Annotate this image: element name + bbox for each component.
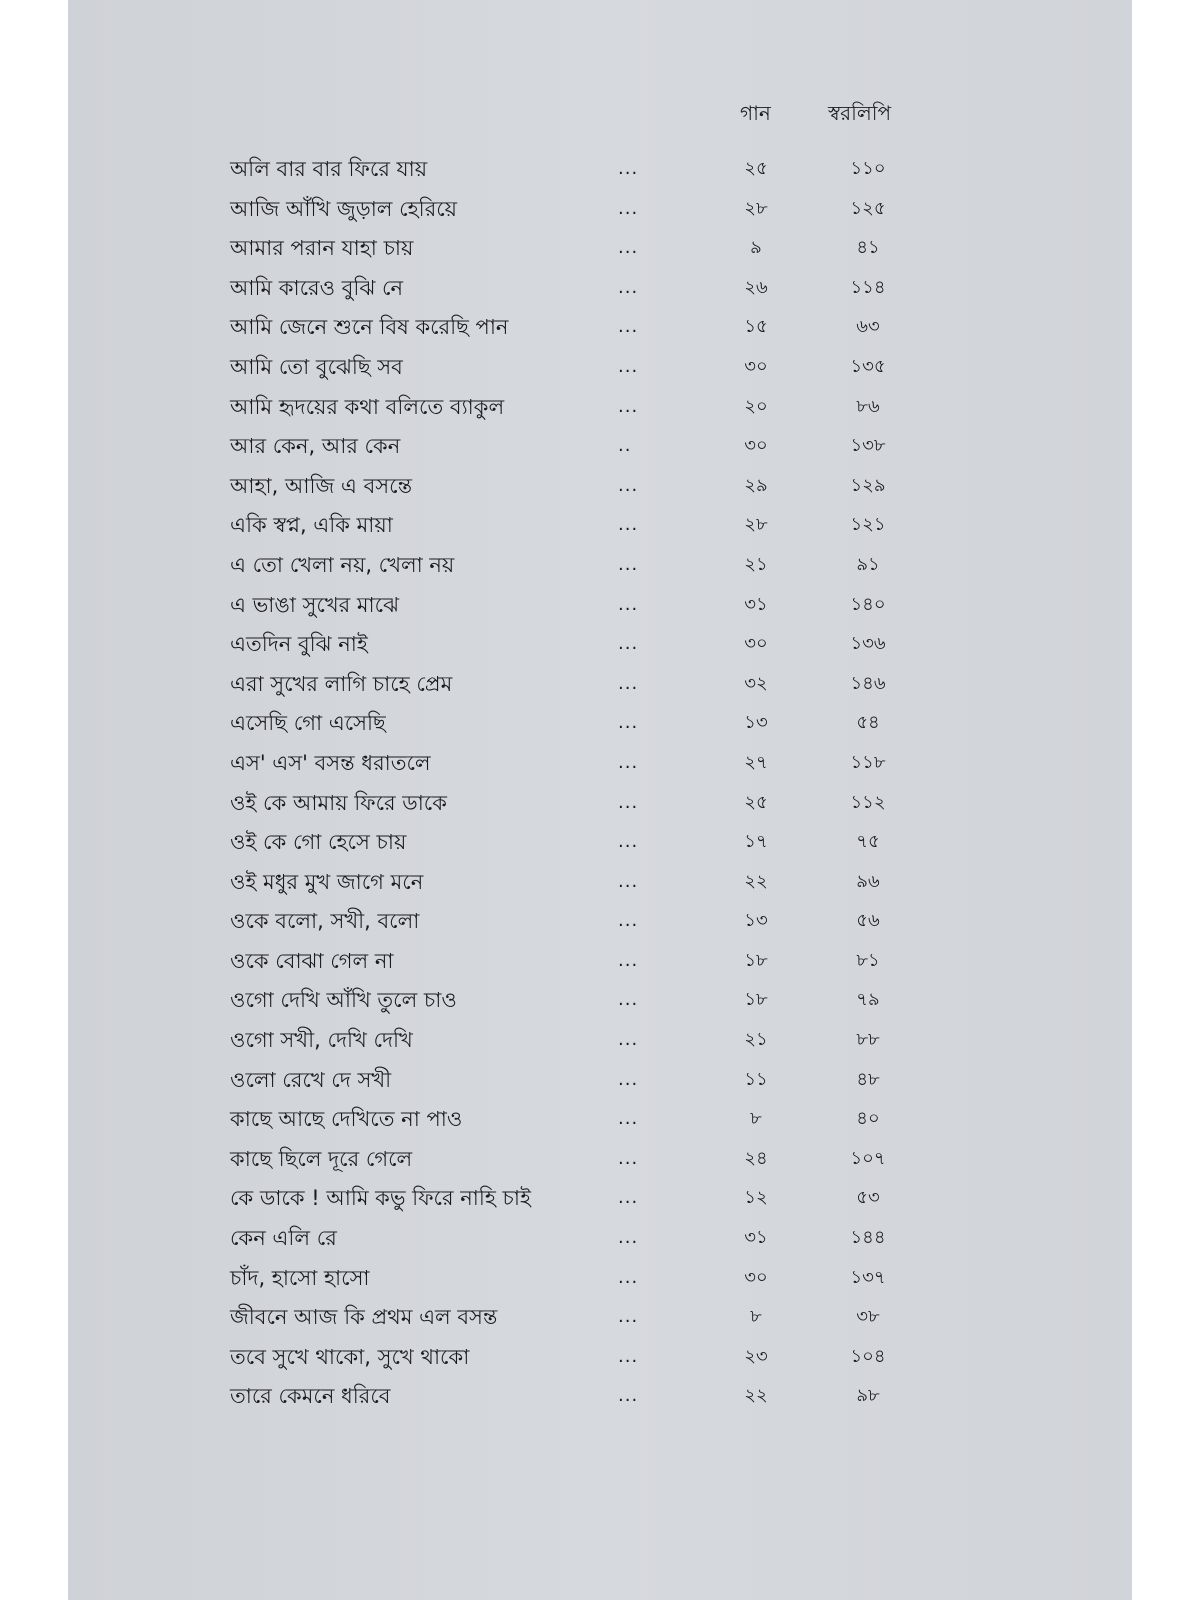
song-title: কে ডাকে ! আমি কভু ফিরে নাহি চাই bbox=[230, 1186, 531, 1211]
song-title: ওই মধুর মুখ জাগে মনে bbox=[230, 869, 424, 894]
leader-dots: ... bbox=[618, 1266, 639, 1288]
song-page-number: ২৯ bbox=[744, 474, 768, 496]
song-page-number: ২৫ bbox=[744, 158, 768, 179]
index-row bbox=[68, 1219, 1132, 1259]
song-page-number: ১৮ bbox=[744, 989, 768, 1011]
index-row bbox=[68, 665, 1132, 705]
song-page-number: ২৭ bbox=[744, 751, 768, 773]
leader-dots: ... bbox=[618, 712, 639, 734]
song-title: এ ভাঙা সুখের মাঝে bbox=[230, 592, 399, 617]
index-row bbox=[68, 863, 1132, 903]
song-title: এস' এস' বসন্ত ধরাতলে bbox=[230, 750, 431, 775]
song-title: ওলো রেখে দে সখী bbox=[230, 1067, 392, 1092]
song-title: এরা সুখের লাগি চাহে প্রেম bbox=[230, 671, 453, 696]
leader-dots: ... bbox=[618, 1345, 639, 1367]
song-title: এতদিন বুঝি নাই bbox=[230, 632, 368, 657]
song-title: আমার পরান যাহা চায় bbox=[230, 236, 414, 261]
song-title: এ তো খেলা নয়, খেলা নয় bbox=[230, 552, 455, 577]
song-title: অলি বার বার ফিরে যায় bbox=[230, 157, 428, 181]
notation-page-number: ১৪০ bbox=[850, 593, 886, 615]
notation-page-number: ৪১ bbox=[856, 237, 880, 259]
index-row bbox=[68, 308, 1132, 348]
index-row bbox=[68, 269, 1132, 309]
notation-page-number: ৮৬ bbox=[856, 395, 880, 417]
song-title: আজি আঁখি জুড়াল হেরিয়ে bbox=[230, 196, 458, 221]
leader-dots: ... bbox=[618, 633, 639, 655]
notation-page-number: ৯৬ bbox=[856, 870, 880, 892]
song-page-number: ২৮ bbox=[744, 197, 768, 219]
song-title: ওগো সখী, দেখি দেখি bbox=[230, 1028, 413, 1053]
notation-page-number: ৯৮ bbox=[856, 1385, 880, 1407]
song-page-number: ১৫ bbox=[744, 316, 768, 338]
leader-dots: ... bbox=[618, 593, 639, 615]
notation-page-number: ১২৯ bbox=[850, 474, 886, 496]
song-page-number: ১৩ bbox=[744, 712, 768, 734]
song-page-number: ৮ bbox=[750, 1306, 762, 1328]
column-headers bbox=[68, 98, 1132, 128]
index-row bbox=[68, 388, 1132, 428]
song-title: আর কেন, আর কেন bbox=[230, 434, 401, 459]
song-page-number: ২২ bbox=[744, 870, 768, 892]
index-row bbox=[68, 467, 1132, 507]
notation-page-number: ৯১ bbox=[856, 553, 880, 575]
leader-dots: ... bbox=[618, 316, 639, 338]
notation-page-number: ১১৮ bbox=[850, 751, 886, 773]
index-row bbox=[68, 546, 1132, 586]
song-title: ওকে বলো, সখী, বলো bbox=[230, 909, 420, 934]
song-page-number: ২৩ bbox=[744, 1345, 768, 1367]
song-page-number: ১১ bbox=[744, 1068, 768, 1090]
leader-dots: ... bbox=[618, 197, 639, 219]
song-page-number: ৩২ bbox=[744, 672, 768, 694]
song-title: কেন এলি রে bbox=[230, 1226, 337, 1251]
notation-page-number: ৫৪ bbox=[856, 712, 880, 734]
index-list bbox=[68, 150, 1132, 1417]
song-page-number: ২২ bbox=[744, 1385, 768, 1407]
song-title: আমি হৃদয়ের কথা বলিতে ব্যাকুল bbox=[230, 394, 505, 419]
leader-dots: ... bbox=[618, 870, 639, 892]
song-title: এসেছি গো এসেছি bbox=[230, 711, 386, 736]
notation-page-number: ১৩৫ bbox=[850, 355, 886, 377]
leader-dots: ... bbox=[618, 1227, 639, 1249]
song-page-number: ২১ bbox=[744, 553, 768, 575]
song-page-number: ১৮ bbox=[744, 949, 768, 971]
index-row bbox=[68, 902, 1132, 942]
leader-dots: ... bbox=[618, 1187, 639, 1209]
song-title: ওই কে আমায় ফিরে ডাকে bbox=[230, 790, 447, 815]
song-page-number: ৩০ bbox=[744, 435, 768, 457]
song-page-number: ৩১ bbox=[744, 593, 768, 615]
index-row bbox=[68, 981, 1132, 1021]
leader-dots: ... bbox=[618, 553, 639, 575]
index-row bbox=[68, 942, 1132, 982]
song-page-number: ২১ bbox=[744, 1029, 768, 1051]
leader-dots: ... bbox=[618, 237, 639, 259]
notation-page-number: ১১২ bbox=[850, 791, 886, 813]
index-row bbox=[68, 1140, 1132, 1180]
leader-dots: .. bbox=[618, 435, 632, 457]
notation-page-number: ১৩৭ bbox=[850, 1266, 886, 1288]
index-row bbox=[68, 1259, 1132, 1299]
index-row bbox=[68, 190, 1132, 230]
song-page-number: ১২ bbox=[744, 1187, 768, 1209]
song-page-number: ২০ bbox=[744, 395, 768, 417]
leader-dots: ... bbox=[618, 989, 639, 1011]
song-title: ওকে বোঝা গেল না bbox=[230, 948, 394, 973]
index-row bbox=[68, 506, 1132, 546]
header-song: গান bbox=[740, 101, 771, 125]
leader-dots: ... bbox=[618, 1385, 639, 1407]
leader-dots: ... bbox=[618, 474, 639, 496]
leader-dots: ... bbox=[618, 831, 639, 853]
song-title: আমি কারেও বুঝি নে bbox=[230, 275, 404, 300]
notation-page-number: ৩৮ bbox=[856, 1306, 880, 1328]
leader-dots: ... bbox=[618, 1306, 639, 1328]
leader-dots: ... bbox=[618, 355, 639, 377]
leader-dots: ... bbox=[618, 672, 639, 694]
song-page-number: ২৮ bbox=[744, 514, 768, 536]
index-row bbox=[68, 348, 1132, 388]
notation-page-number: ১৪৪ bbox=[850, 1227, 886, 1249]
notation-page-number: ৪০ bbox=[856, 1108, 880, 1130]
song-page-number: ৮ bbox=[750, 1108, 762, 1130]
index-row bbox=[68, 150, 1132, 190]
notation-page-number: ১১০ bbox=[850, 158, 886, 179]
leader-dots: ... bbox=[618, 158, 639, 179]
leader-dots: ... bbox=[618, 1147, 639, 1169]
index-row bbox=[68, 1377, 1132, 1417]
notation-page-number: ১২৫ bbox=[850, 197, 886, 219]
book-page bbox=[68, 0, 1132, 1600]
song-title: তারে কেমনে ধরিবে bbox=[230, 1384, 391, 1409]
leader-dots: ... bbox=[618, 514, 639, 536]
song-title: আমি জেনে শুনে বিষ করেছি পান bbox=[230, 315, 509, 340]
leader-dots: ... bbox=[618, 1108, 639, 1130]
song-title: একি স্বপ্ন, একি মায়া bbox=[230, 513, 393, 538]
notation-page-number: ৮৮ bbox=[856, 1029, 880, 1051]
notation-page-number: ৮১ bbox=[856, 949, 880, 971]
index-row bbox=[68, 1061, 1132, 1101]
song-title: চাঁদ, হাসো হাসো bbox=[230, 1265, 370, 1290]
song-page-number: ১৭ bbox=[744, 831, 768, 853]
notation-page-number: ৭৯ bbox=[856, 989, 880, 1011]
notation-page-number: ৫৩ bbox=[856, 1187, 880, 1209]
index-row bbox=[68, 586, 1132, 626]
song-title: আহা, আজি এ বসন্তে bbox=[230, 473, 413, 498]
song-title: কাছে ছিলে দূরে গেলে bbox=[230, 1146, 413, 1171]
index-row bbox=[68, 625, 1132, 665]
index-row bbox=[68, 744, 1132, 784]
leader-dots: ... bbox=[618, 1029, 639, 1051]
song-title: তবে সুখে থাকো, সুখে থাকো bbox=[230, 1344, 470, 1369]
notation-page-number: ৪৮ bbox=[856, 1068, 880, 1090]
notation-page-number: ৬৩ bbox=[856, 316, 880, 338]
song-page-number: ৩১ bbox=[744, 1227, 768, 1249]
song-page-number: ২৫ bbox=[744, 791, 768, 813]
header-notation: স্বরলিপি bbox=[828, 101, 892, 125]
index-row bbox=[68, 1100, 1132, 1140]
song-title: জীবনে আজ কি প্রথম এল বসন্ত bbox=[230, 1305, 498, 1330]
song-page-number: ৯ bbox=[750, 237, 762, 259]
notation-page-number: ৫৬ bbox=[856, 910, 880, 932]
notation-page-number: ১৪৬ bbox=[850, 672, 886, 694]
leader-dots: ... bbox=[618, 791, 639, 813]
song-page-number: ৩০ bbox=[744, 633, 768, 655]
notation-page-number: ১০৭ bbox=[850, 1147, 886, 1169]
index-row bbox=[68, 1179, 1132, 1219]
song-title: ওই কে গো হেসে চায় bbox=[230, 830, 407, 855]
index-row bbox=[68, 823, 1132, 863]
song-title: আমি তো বুঝেছি সব bbox=[230, 354, 403, 379]
notation-page-number: ৭৫ bbox=[856, 831, 880, 853]
song-page-number: ২৬ bbox=[744, 276, 768, 298]
notation-page-number: ১৩৮ bbox=[850, 435, 886, 457]
leader-dots: ... bbox=[618, 395, 639, 417]
song-page-number: ১৩ bbox=[744, 910, 768, 932]
leader-dots: ... bbox=[618, 1068, 639, 1090]
notation-page-number: ১৩৬ bbox=[850, 633, 886, 655]
index-row bbox=[68, 1021, 1132, 1061]
leader-dots: ... bbox=[618, 751, 639, 773]
index-row bbox=[68, 427, 1132, 467]
song-title: ওগো দেখি আঁখি তুলে চাও bbox=[230, 988, 457, 1013]
index-row bbox=[68, 1298, 1132, 1338]
index-row bbox=[68, 229, 1132, 269]
leader-dots: ... bbox=[618, 910, 639, 932]
notation-page-number: ১১৪ bbox=[850, 276, 886, 298]
notation-page-number: ১২১ bbox=[850, 514, 886, 536]
index-row bbox=[68, 784, 1132, 824]
index-row bbox=[68, 704, 1132, 744]
leader-dots: ... bbox=[618, 276, 639, 298]
song-page-number: ৩০ bbox=[744, 1266, 768, 1288]
song-page-number: ৩০ bbox=[744, 355, 768, 377]
song-page-number: ২৪ bbox=[744, 1147, 768, 1169]
leader-dots: ... bbox=[618, 949, 639, 971]
notation-page-number: ১০৪ bbox=[850, 1345, 886, 1367]
index-row bbox=[68, 1338, 1132, 1378]
song-title: কাছে আছে দেখিতে না পাও bbox=[230, 1107, 463, 1132]
